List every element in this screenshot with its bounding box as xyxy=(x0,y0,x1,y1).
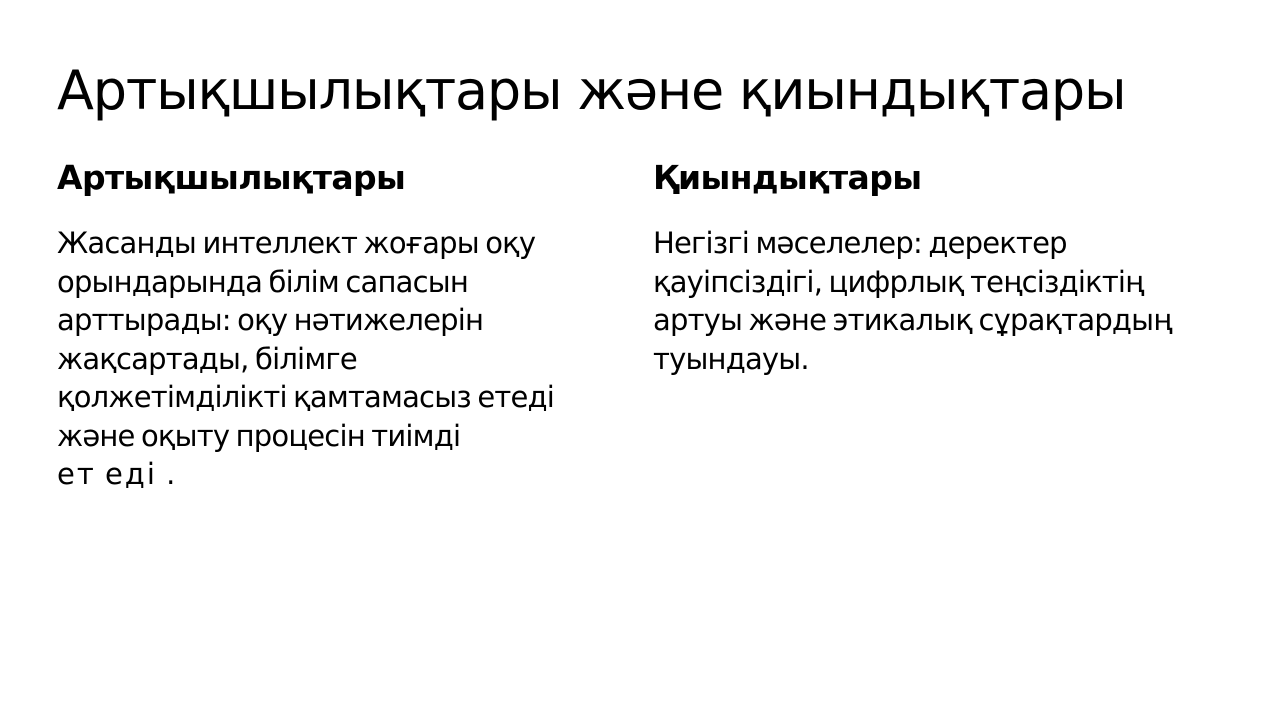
advantages-heading: Артықшылықтары xyxy=(57,158,406,197)
advantages-text-tail: ет еді . xyxy=(57,457,178,491)
challenges-text: Негізгі мәселелер: деректер қауіпсіздігі, цифрлық теңсіздіктің артуы және этикалық сұрақтардың туындауы. xyxy=(653,226,1172,376)
advantages-column xyxy=(57,154,597,494)
challenges-column xyxy=(653,154,1213,378)
challenges-heading: Қиындықтары xyxy=(653,158,922,197)
advantages-text xyxy=(57,224,587,494)
advantages-text-main: Жасанды интеллект жоғары оқу орындарында білім сапасын арттырады: оқу нәтижелерін жақсартады, білімге қолжетімділікті қамтамасыз етеді және оқыту процесін тиімді xyxy=(57,226,555,453)
slide-title: Артықшылықтары және қиындықтары xyxy=(57,59,1126,122)
